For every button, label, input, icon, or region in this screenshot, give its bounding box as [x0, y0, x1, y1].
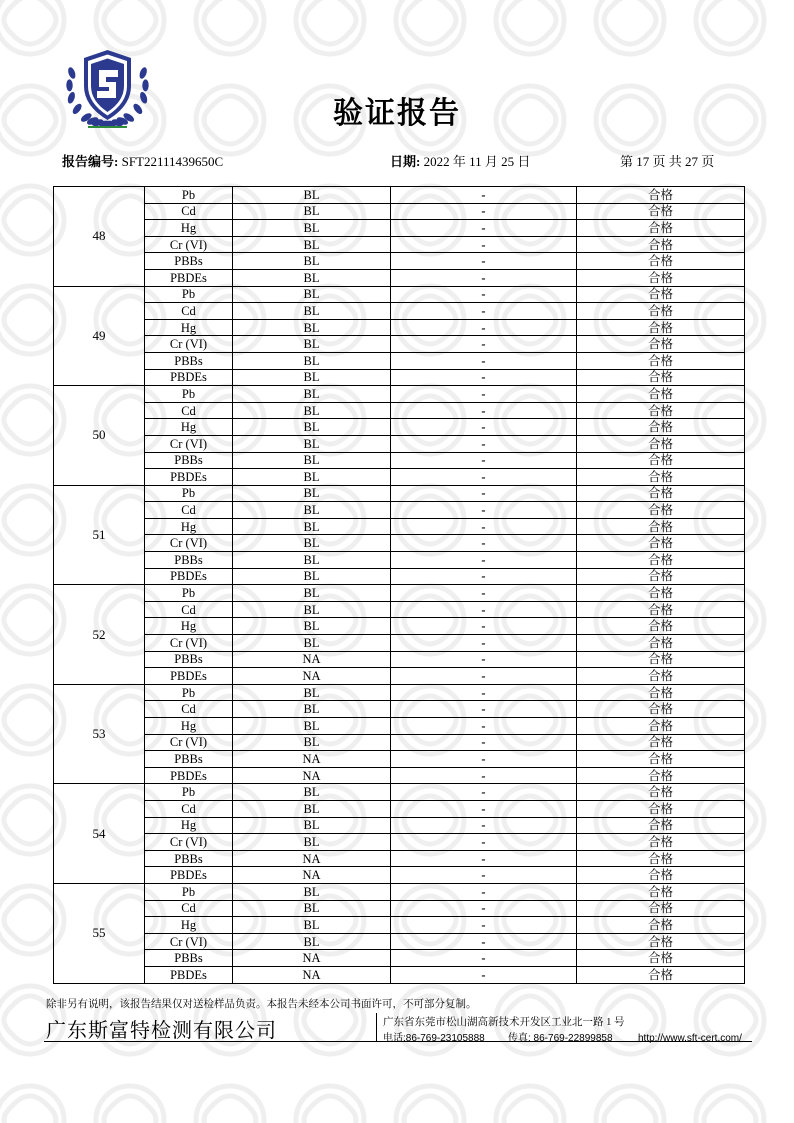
substance-cell: Cr (VI) — [145, 635, 233, 652]
table-row — [54, 800, 745, 817]
conclusion-cell: 合格 — [577, 303, 745, 320]
substance-cell: Cd — [145, 203, 233, 220]
conclusion-cell: 合格 — [577, 187, 745, 204]
report-number-value: SFT22111439650C — [121, 154, 224, 169]
limit-cell: - — [391, 203, 577, 220]
limit-cell: - — [391, 684, 577, 701]
table-row — [54, 253, 745, 270]
conclusion-cell: 合格 — [577, 734, 745, 751]
substance-cell: Pb — [145, 187, 233, 204]
table-row — [54, 618, 745, 635]
limit-cell: - — [391, 817, 577, 834]
limit-cell: - — [391, 187, 577, 204]
conclusion-cell: 合格 — [577, 950, 745, 967]
table-row — [54, 303, 745, 320]
conclusion-cell: 合格 — [577, 817, 745, 834]
table-row — [54, 933, 745, 950]
result-cell: BL — [233, 800, 391, 817]
substance-cell: Cr (VI) — [145, 535, 233, 552]
conclusion-cell: 合格 — [577, 883, 745, 900]
conclusion-cell: 合格 — [577, 834, 745, 851]
conclusion-cell: 合格 — [577, 269, 745, 286]
table-row — [54, 236, 745, 253]
substance-cell: Hg — [145, 917, 233, 934]
result-cell: BL — [233, 784, 391, 801]
limit-cell: - — [391, 933, 577, 950]
report-date-value: 2022 年 11 月 25 日 — [423, 154, 531, 169]
conclusion-cell: 合格 — [577, 601, 745, 618]
conclusion-cell: 合格 — [577, 386, 745, 403]
conclusion-cell: 合格 — [577, 336, 745, 353]
result-cell: BL — [233, 469, 391, 486]
limit-cell: - — [391, 668, 577, 685]
substance-cell: Cr (VI) — [145, 435, 233, 452]
table-row — [54, 601, 745, 618]
table-row — [54, 187, 745, 204]
substance-cell: Cr (VI) — [145, 933, 233, 950]
table-row — [54, 767, 745, 784]
substance-cell: PBBs — [145, 850, 233, 867]
substance-cell: Pb — [145, 585, 233, 602]
table-row — [54, 900, 745, 917]
substance-cell: PBDEs — [145, 269, 233, 286]
result-cell: BL — [233, 303, 391, 320]
table-row — [54, 352, 745, 369]
result-cell: BL — [233, 203, 391, 220]
substance-cell: Cr (VI) — [145, 236, 233, 253]
conclusion-cell: 合格 — [577, 518, 745, 535]
table-row — [54, 718, 745, 735]
limit-cell: - — [391, 834, 577, 851]
substance-cell: PBDEs — [145, 668, 233, 685]
substance-cell: Pb — [145, 684, 233, 701]
substance-cell: Pb — [145, 485, 233, 502]
table-row — [54, 568, 745, 585]
table-row — [54, 469, 745, 486]
limit-cell: - — [391, 502, 577, 519]
substance-cell: PBDEs — [145, 767, 233, 784]
sample-number: 51 — [54, 485, 145, 585]
table-row — [54, 734, 745, 751]
limit-cell: - — [391, 518, 577, 535]
report-date-label: 日期: — [390, 154, 421, 169]
substance-cell: PBDEs — [145, 568, 233, 585]
result-cell: BL — [233, 452, 391, 469]
result-cell: BL — [233, 618, 391, 635]
substance-cell: Hg — [145, 817, 233, 834]
substance-cell: PBDEs — [145, 469, 233, 486]
table-row — [54, 917, 745, 934]
result-cell: BL — [233, 568, 391, 585]
conclusion-cell: 合格 — [577, 402, 745, 419]
limit-cell: - — [391, 303, 577, 320]
result-cell: BL — [233, 535, 391, 552]
result-cell: BL — [233, 718, 391, 735]
result-cell: NA — [233, 950, 391, 967]
sample-number: 52 — [54, 585, 145, 685]
table-row — [54, 319, 745, 336]
substance-cell: Pb — [145, 286, 233, 303]
substance-cell: Cd — [145, 701, 233, 718]
substance-cell: Cd — [145, 402, 233, 419]
result-cell: BL — [233, 402, 391, 419]
result-cell: BL — [233, 352, 391, 369]
footer-divider-vertical — [376, 1013, 377, 1041]
result-cell: BL — [233, 435, 391, 452]
substance-cell: PBBs — [145, 352, 233, 369]
conclusion-cell: 合格 — [577, 651, 745, 668]
limit-cell: - — [391, 950, 577, 967]
table-row — [54, 269, 745, 286]
table-row — [54, 701, 745, 718]
limit-cell: - — [391, 568, 577, 585]
result-cell: BL — [233, 585, 391, 602]
page-info: 第 17 页 共 27 页 — [620, 154, 715, 169]
substance-cell: Pb — [145, 784, 233, 801]
conclusion-cell: 合格 — [577, 220, 745, 237]
result-cell: BL — [233, 883, 391, 900]
conclusion-cell: 合格 — [577, 867, 745, 884]
substance-cell: Hg — [145, 518, 233, 535]
limit-cell: - — [391, 552, 577, 569]
table-row — [54, 435, 745, 452]
limit-cell: - — [391, 601, 577, 618]
table-row — [54, 684, 745, 701]
table-row — [54, 386, 745, 403]
conclusion-cell: 合格 — [577, 966, 745, 983]
result-cell: BL — [233, 253, 391, 270]
limit-cell: - — [391, 784, 577, 801]
result-cell: BL — [233, 684, 391, 701]
result-cell: NA — [233, 651, 391, 668]
limit-cell: - — [391, 236, 577, 253]
conclusion-cell: 合格 — [577, 668, 745, 685]
table-row — [54, 635, 745, 652]
table-row — [54, 867, 745, 884]
conclusion-cell: 合格 — [577, 800, 745, 817]
conclusion-cell: 合格 — [577, 701, 745, 718]
table-row — [54, 485, 745, 502]
conclusion-cell: 合格 — [577, 784, 745, 801]
substance-cell: PBBs — [145, 751, 233, 768]
limit-cell: - — [391, 800, 577, 817]
report-date — [390, 151, 530, 170]
results-table — [53, 186, 745, 984]
report-number — [62, 151, 223, 170]
table-row — [54, 419, 745, 436]
conclusion-cell: 合格 — [577, 535, 745, 552]
limit-cell: - — [391, 253, 577, 270]
conclusion-cell: 合格 — [577, 203, 745, 220]
footer-divider — [44, 1041, 752, 1042]
table-row — [54, 784, 745, 801]
limit-cell: - — [391, 220, 577, 237]
table-row — [54, 336, 745, 353]
substance-cell: PBDEs — [145, 369, 233, 386]
substance-cell: Hg — [145, 718, 233, 735]
limit-cell: - — [391, 900, 577, 917]
result-cell: NA — [233, 751, 391, 768]
table-row — [54, 552, 745, 569]
result-cell: BL — [233, 236, 391, 253]
conclusion-cell: 合格 — [577, 618, 745, 635]
table-row — [54, 286, 745, 303]
conclusion-cell: 合格 — [577, 933, 745, 950]
conclusion-cell: 合格 — [577, 850, 745, 867]
sample-number: 48 — [54, 187, 145, 287]
limit-cell: - — [391, 651, 577, 668]
conclusion-cell: 合格 — [577, 635, 745, 652]
substance-cell: Hg — [145, 419, 233, 436]
result-cell: BL — [233, 933, 391, 950]
substance-cell: PBBs — [145, 452, 233, 469]
table-row — [54, 966, 745, 983]
limit-cell: - — [391, 734, 577, 751]
result-cell: BL — [233, 552, 391, 569]
table-row — [54, 883, 745, 900]
result-cell: BL — [233, 834, 391, 851]
limit-cell: - — [391, 452, 577, 469]
limit-cell: - — [391, 618, 577, 635]
limit-cell: - — [391, 635, 577, 652]
table-row — [54, 668, 745, 685]
table-row — [54, 535, 745, 552]
limit-cell: - — [391, 485, 577, 502]
result-cell: BL — [233, 701, 391, 718]
conclusion-cell: 合格 — [577, 452, 745, 469]
result-cell: BL — [233, 369, 391, 386]
substance-cell: PBBs — [145, 950, 233, 967]
substance-cell: Cd — [145, 800, 233, 817]
limit-cell: - — [391, 883, 577, 900]
substance-cell: PBBs — [145, 651, 233, 668]
substance-cell: Hg — [145, 618, 233, 635]
conclusion-cell: 合格 — [577, 286, 745, 303]
limit-cell: - — [391, 718, 577, 735]
report-number-label: 报告编号: — [62, 154, 119, 169]
conclusion-cell: 合格 — [577, 369, 745, 386]
conclusion-cell: 合格 — [577, 585, 745, 602]
limit-cell: - — [391, 917, 577, 934]
limit-cell: - — [391, 435, 577, 452]
document-title: 验证报告 — [333, 96, 461, 131]
limit-cell: - — [391, 386, 577, 403]
conclusion-cell: 合格 — [577, 319, 745, 336]
limit-cell: - — [391, 767, 577, 784]
conclusion-cell: 合格 — [577, 751, 745, 768]
conclusion-cell: 合格 — [577, 435, 745, 452]
table-row — [54, 402, 745, 419]
conclusion-cell: 合格 — [577, 352, 745, 369]
table-row — [54, 518, 745, 535]
limit-cell: - — [391, 966, 577, 983]
conclusion-cell: 合格 — [577, 767, 745, 784]
substance-cell: Pb — [145, 883, 233, 900]
table-row — [54, 850, 745, 867]
limit-cell: - — [391, 352, 577, 369]
substance-cell: Cr (VI) — [145, 336, 233, 353]
table-row — [54, 817, 745, 834]
limit-cell: - — [391, 867, 577, 884]
substance-cell: PBBs — [145, 253, 233, 270]
conclusion-cell: 合格 — [577, 568, 745, 585]
conclusion-cell: 合格 — [577, 253, 745, 270]
limit-cell: - — [391, 535, 577, 552]
result-cell: BL — [233, 319, 391, 336]
substance-cell: PBDEs — [145, 966, 233, 983]
company-website-link[interactable]: http://www.sft-cert.com/ — [638, 1033, 742, 1044]
limit-cell: - — [391, 402, 577, 419]
conclusion-cell: 合格 — [577, 502, 745, 519]
result-cell: BL — [233, 220, 391, 237]
result-cell: BL — [233, 485, 391, 502]
limit-cell: - — [391, 369, 577, 386]
table-row — [54, 452, 745, 469]
limit-cell: - — [391, 751, 577, 768]
substance-cell: Cr (VI) — [145, 834, 233, 851]
substance-cell: Cd — [145, 601, 233, 618]
contact-fax: 传真: 86-769-22899858 — [508, 1033, 613, 1044]
substance-cell: Hg — [145, 319, 233, 336]
substance-cell: Cd — [145, 502, 233, 519]
result-cell: BL — [233, 900, 391, 917]
conclusion-cell: 合格 — [577, 419, 745, 436]
conclusion-cell: 合格 — [577, 236, 745, 253]
result-cell: NA — [233, 668, 391, 685]
sample-number: 55 — [54, 883, 145, 983]
limit-cell: - — [391, 701, 577, 718]
result-cell: BL — [233, 419, 391, 436]
result-cell: BL — [233, 286, 391, 303]
disclaimer-text: 除非另有说明，该报告结果仅对送检样品负责。本报告未经本公司书面许可，不可部分复制。 — [46, 999, 477, 1010]
sample-number: 53 — [54, 684, 145, 784]
result-cell: BL — [233, 269, 391, 286]
limit-cell: - — [391, 419, 577, 436]
table-row — [54, 585, 745, 602]
result-cell: BL — [233, 518, 391, 535]
substance-cell: Hg — [145, 220, 233, 237]
limit-cell: - — [391, 269, 577, 286]
conclusion-cell: 合格 — [577, 684, 745, 701]
result-cell: BL — [233, 601, 391, 618]
result-cell: BL — [233, 734, 391, 751]
result-cell: BL — [233, 917, 391, 934]
results-table-body — [54, 187, 745, 984]
result-cell: BL — [233, 336, 391, 353]
substance-cell: Cd — [145, 303, 233, 320]
result-cell: BL — [233, 635, 391, 652]
conclusion-cell: 合格 — [577, 917, 745, 934]
table-row — [54, 220, 745, 237]
company-address: 广东省东莞市松山湖高新技术开发区工业北一路 1 号 — [383, 1017, 625, 1028]
limit-cell: - — [391, 469, 577, 486]
conclusion-cell: 合格 — [577, 485, 745, 502]
sample-number: 50 — [54, 386, 145, 486]
substance-cell: Cr (VI) — [145, 734, 233, 751]
table-row — [54, 203, 745, 220]
result-cell: NA — [233, 966, 391, 983]
sample-number: 54 — [54, 784, 145, 884]
sample-number: 49 — [54, 286, 145, 386]
conclusion-cell: 合格 — [577, 900, 745, 917]
limit-cell: - — [391, 850, 577, 867]
result-cell: BL — [233, 817, 391, 834]
result-cell: NA — [233, 867, 391, 884]
table-row — [54, 751, 745, 768]
substance-cell: Cd — [145, 900, 233, 917]
conclusion-cell: 合格 — [577, 718, 745, 735]
result-cell: NA — [233, 767, 391, 784]
substance-cell: Pb — [145, 386, 233, 403]
table-row — [54, 834, 745, 851]
conclusion-cell: 合格 — [577, 469, 745, 486]
limit-cell: - — [391, 585, 577, 602]
result-cell: BL — [233, 386, 391, 403]
result-cell: BL — [233, 187, 391, 204]
result-cell: NA — [233, 850, 391, 867]
table-row — [54, 369, 745, 386]
substance-cell: PBBs — [145, 552, 233, 569]
limit-cell: - — [391, 336, 577, 353]
company-name: 广东斯富特检测有限公司 — [46, 1018, 277, 1042]
table-row — [54, 502, 745, 519]
table-row — [54, 950, 745, 967]
table-row — [54, 651, 745, 668]
limit-cell: - — [391, 319, 577, 336]
substance-cell: PBDEs — [145, 867, 233, 884]
conclusion-cell: 合格 — [577, 552, 745, 569]
limit-cell: - — [391, 286, 577, 303]
result-cell: BL — [233, 502, 391, 519]
contact-telephone: 电话:86-769-23105888 — [383, 1033, 485, 1044]
